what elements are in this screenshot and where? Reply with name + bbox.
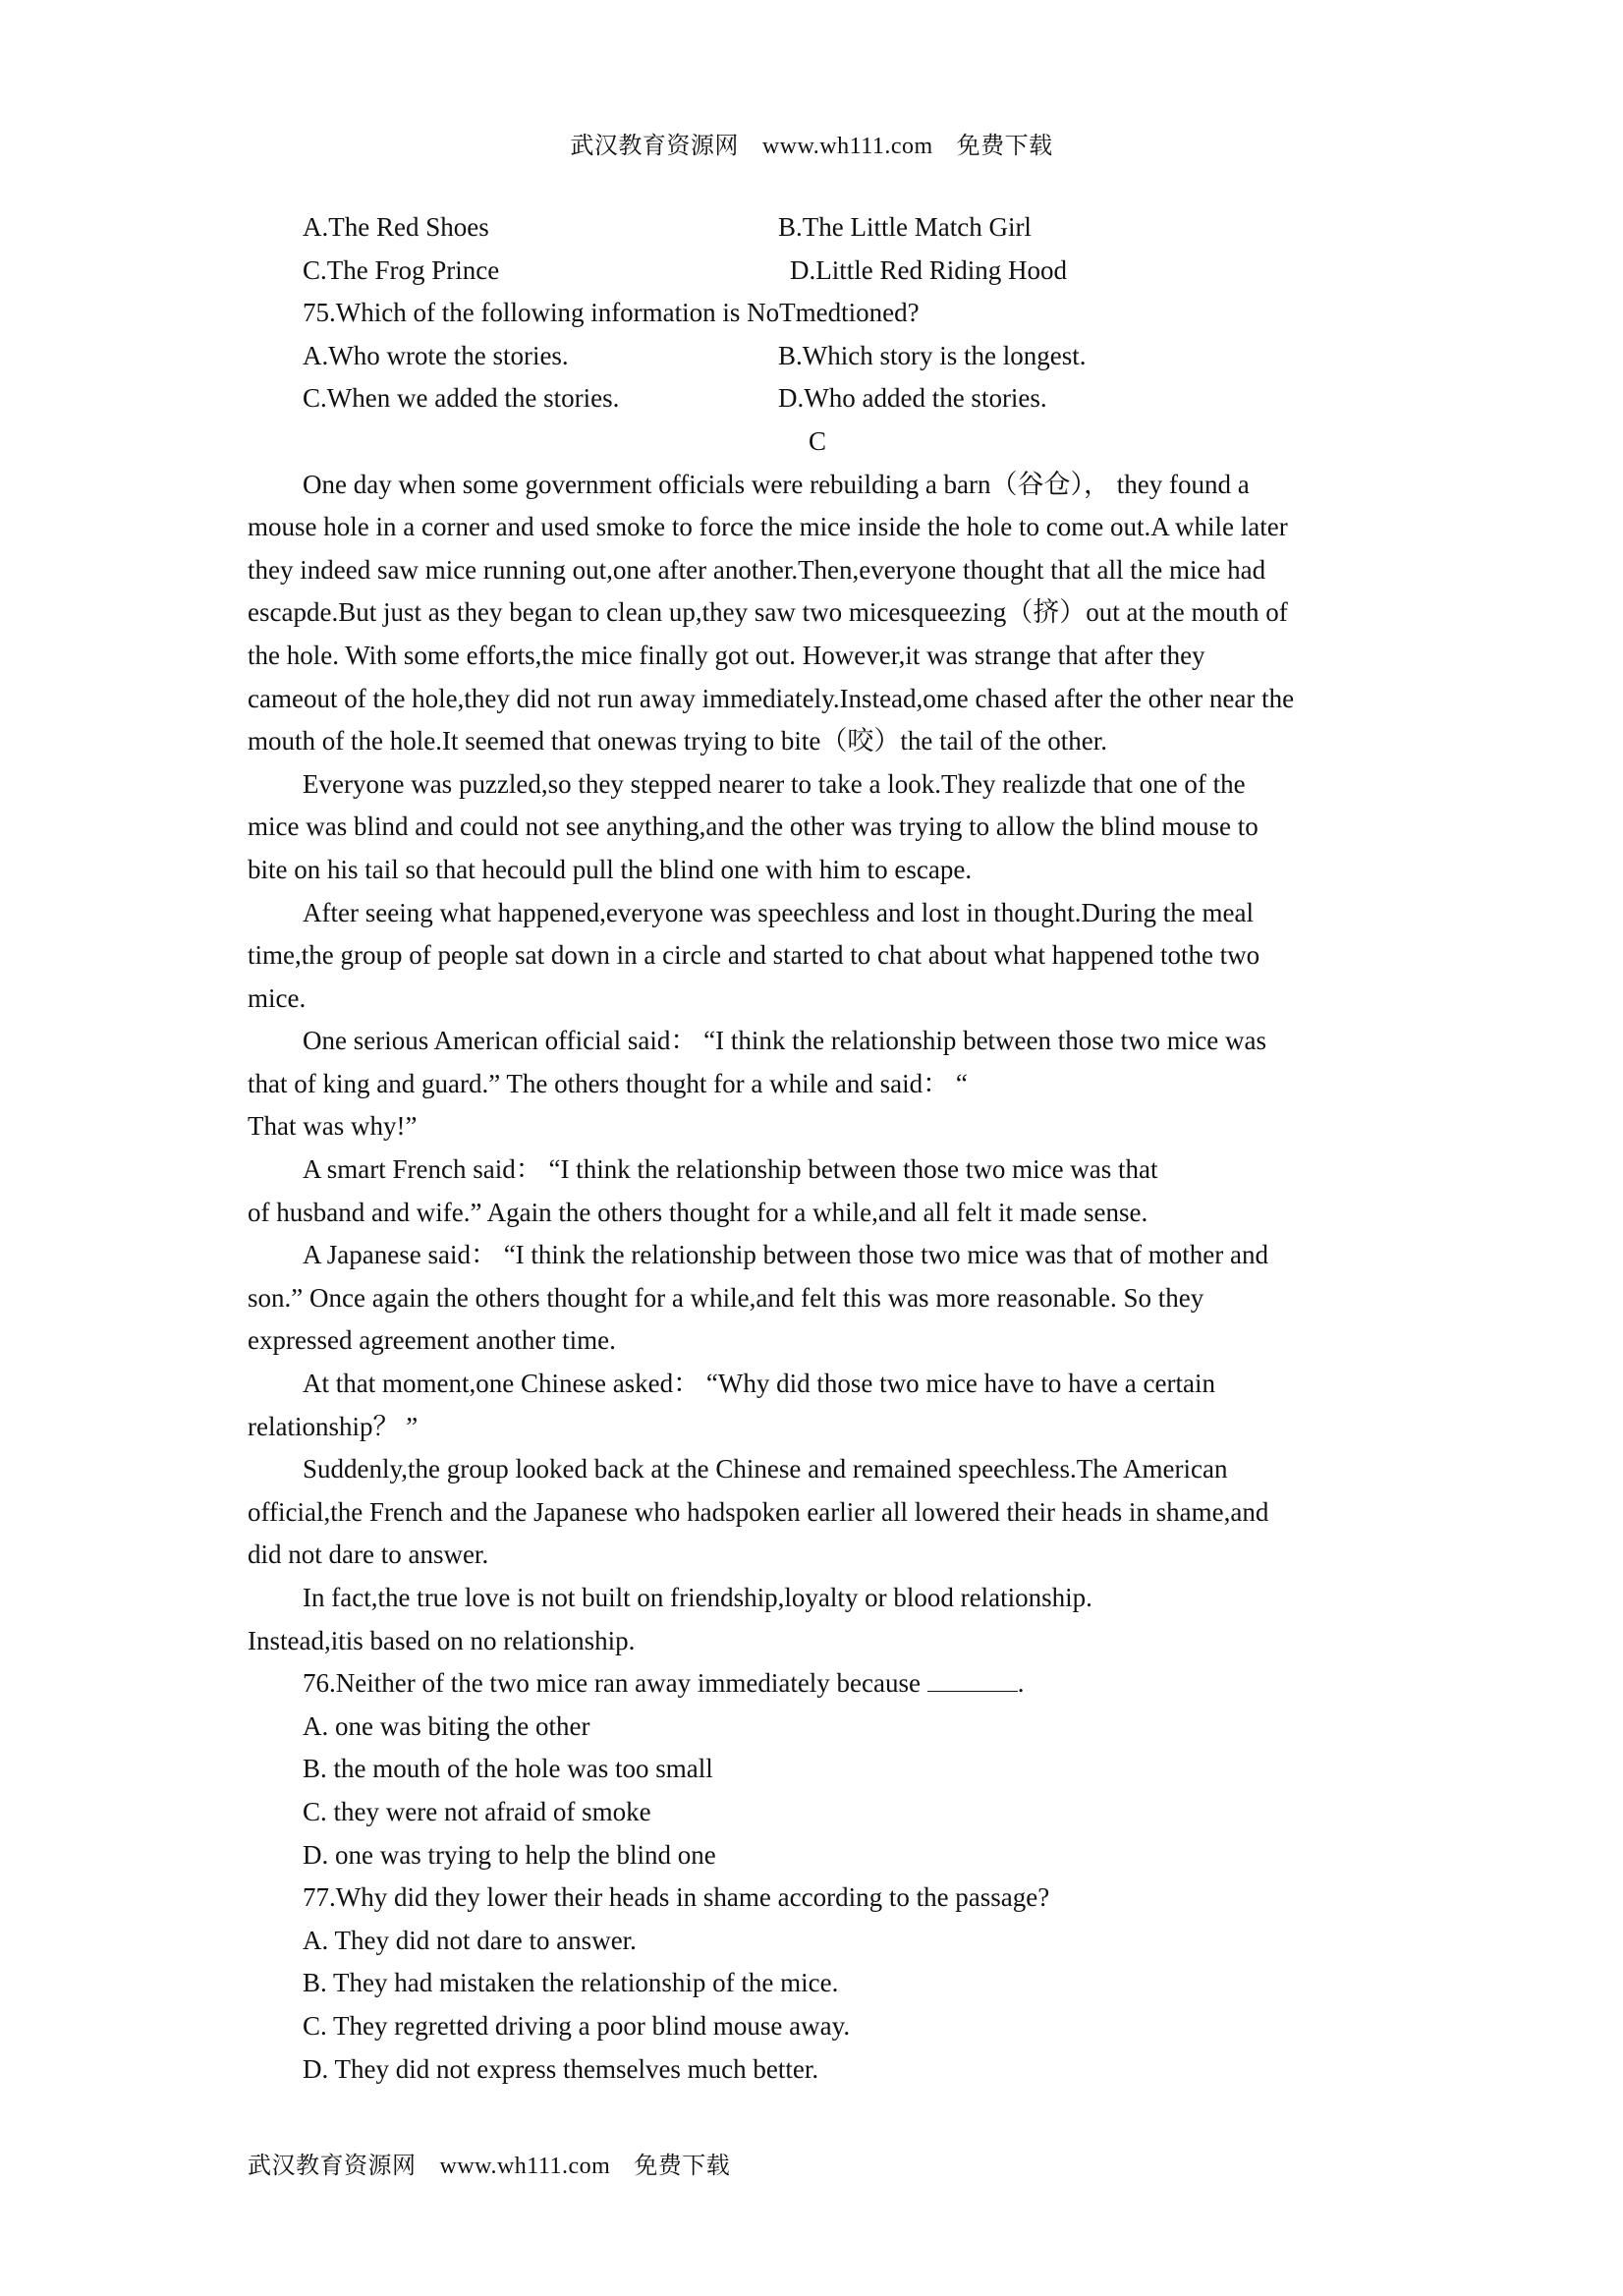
q77-question: 77.Why did they lower their heads in shame according to the passage? (303, 1882, 1050, 1913)
q75-options-row-2 (248, 377, 1387, 420)
passage-paragraph-2 (248, 763, 1387, 892)
passage-line: did not dare to answer. (248, 1540, 489, 1570)
section-heading-c: C (808, 425, 826, 456)
passage-paragraph-7 (248, 1363, 1387, 1448)
passage-line: of husband and wife.” Again the others thought for a while,and all felt it made sense. (248, 1197, 1148, 1227)
q74-options-row-2 (248, 250, 1387, 293)
passage-paragraph-1 (248, 464, 1387, 763)
passage-line: the hole. With some efforts,the mice finally got out. However,it was strange that after they (248, 640, 1205, 670)
passage-line: One day when some government officials were rebuilding a barn（谷仓）， they found a (303, 469, 1250, 499)
passage-paragraph-4 (248, 1020, 1387, 1148)
footer-site-name: 武汉教育资源网 (248, 2154, 417, 2179)
q77-option-c: C. They regretted driving a poor blind mouse away. (303, 2010, 851, 2041)
q76-option-c: C. they were not afraid of smoke (303, 1796, 651, 1826)
header-download-text: 免费下载 (956, 134, 1053, 159)
q75-options-row-1 (248, 335, 1387, 378)
q74-option-c: C.The Frog Prince (303, 254, 500, 285)
q76-question-text: 76.Neither of the two mice ran away immediately because (303, 1668, 927, 1699)
q77-option-a: A. They did not dare to answer. (303, 1925, 637, 1955)
passage-line: mice was blind and could not see anything,and the other was trying to allow the blind mouse to (248, 812, 1259, 842)
header-site-name: 武汉教育资源网 (570, 134, 739, 159)
q75-option-b: B.Which story is the longest. (778, 340, 1087, 370)
passage-line: they indeed saw mice running out,one after another.Then,everyone thought that all the mice had (248, 554, 1266, 585)
passage-line: Suddenly,the group looked back at the Chinese and remained speechless.The American (303, 1454, 1228, 1484)
passage-line: escapde.But just as they began to clean up,they saw two micesqueezing（挤）out at the mouth of (248, 597, 1288, 628)
passage-line: In fact,the true love is not built on friendship,loyalty or blood relationship. (303, 1583, 1092, 1612)
q76-question-end: . (1017, 1668, 1025, 1699)
passage-line: son.” Once again the others thought for a while,and felt this was more reasonable. So they (248, 1282, 1204, 1313)
q74-option-a: A.The Red Shoes (303, 212, 489, 242)
passage-line: A Japanese said： “I think the relationship between those two mice was that of mother and (303, 1240, 1268, 1270)
header-site-url: www.wh111.com (761, 134, 933, 159)
q74-options-row-1 (248, 206, 1387, 250)
passage-line: After seeing what happened,everyone was speechless and lost in thought.During the meal (303, 897, 1254, 927)
q77-option-b: B. They had mistaken the relationship of the mice. (303, 1968, 839, 1998)
q76-option-a: A. one was biting the other (303, 1710, 590, 1741)
q75-option-c: C.When we added the stories. (303, 383, 620, 414)
passage-paragraph-3 (248, 892, 1387, 1021)
q74-option-b: B.The Little Match Girl (778, 212, 1032, 242)
q75-option-a: A.Who wrote the stories. (303, 340, 569, 370)
passage-paragraph-5 (248, 1148, 1387, 1234)
passage-line: Everyone was puzzled,so they stepped nearer to take a look.They realizde that one of the (303, 768, 1246, 799)
footer-site-url: www.wh111.com (439, 2154, 611, 2179)
passage-line: That was why!” (248, 1111, 418, 1142)
q76-option-d: D. one was trying to help the blind one (303, 1839, 716, 1870)
passage-line: mouse hole in a corner and used smoke to force the mice inside the hole to come out.A while later (248, 512, 1288, 542)
passage-line: relationship？ ” (248, 1411, 419, 1441)
q75-question: 75.Which of the following information is NoTmedtioned? (303, 298, 920, 328)
passage-line: Instead,itis based on no relationship. (248, 1625, 636, 1655)
page-header (0, 126, 1623, 160)
q75-option-d: D.Who added the stories. (778, 383, 1047, 414)
passage-line: time,the group of people sat down in a circle and started to chat about what happened tothe two (248, 940, 1260, 971)
page-footer (248, 2146, 730, 2180)
document-content (248, 206, 1387, 2091)
q74-option-d: D.Little Red Riding Hood (790, 254, 1067, 285)
passage-line: expressed agreement another time. (248, 1325, 616, 1356)
passage-line: At that moment,one Chinese asked： “Why did those two mice have to have a certain (303, 1369, 1215, 1399)
q76-option-b: B. the mouth of the hole was too small (303, 1754, 713, 1784)
passage-line: mouth of the hole.It seemed that onewas trying to bite（咬）the tail of the other. (248, 726, 1108, 756)
passage-paragraph-9 (248, 1577, 1387, 1662)
q77-option-d: D. They did not express themselves much better. (303, 2053, 819, 2084)
passage-line: official,the French and the Japanese who hadspoken earlier all lowered their heads in shame,and (248, 1496, 1269, 1527)
passage-line: One serious American official said： “I think the relationship between those two mice was (303, 1026, 1266, 1056)
q76-question (248, 1662, 1387, 1706)
passage-line: cameout of the hole,they did not run away immediately.Instead,ome chased after the other near the (248, 683, 1295, 713)
passage-line: mice. (248, 982, 307, 1013)
passage-line: A smart French said： “I think the relationship between those two mice was that (303, 1154, 1158, 1185)
passage-paragraph-6 (248, 1234, 1387, 1363)
footer-download-text: 免费下载 (634, 2154, 731, 2179)
passage-paragraph-8 (248, 1448, 1387, 1577)
passage-line: bite on his tail so that hecould pull the blind one with him to escape. (248, 854, 973, 884)
passage-line: that of king and guard.” The others thought for a while and said： “ (248, 1068, 968, 1098)
answer-blank (927, 1669, 1018, 1692)
